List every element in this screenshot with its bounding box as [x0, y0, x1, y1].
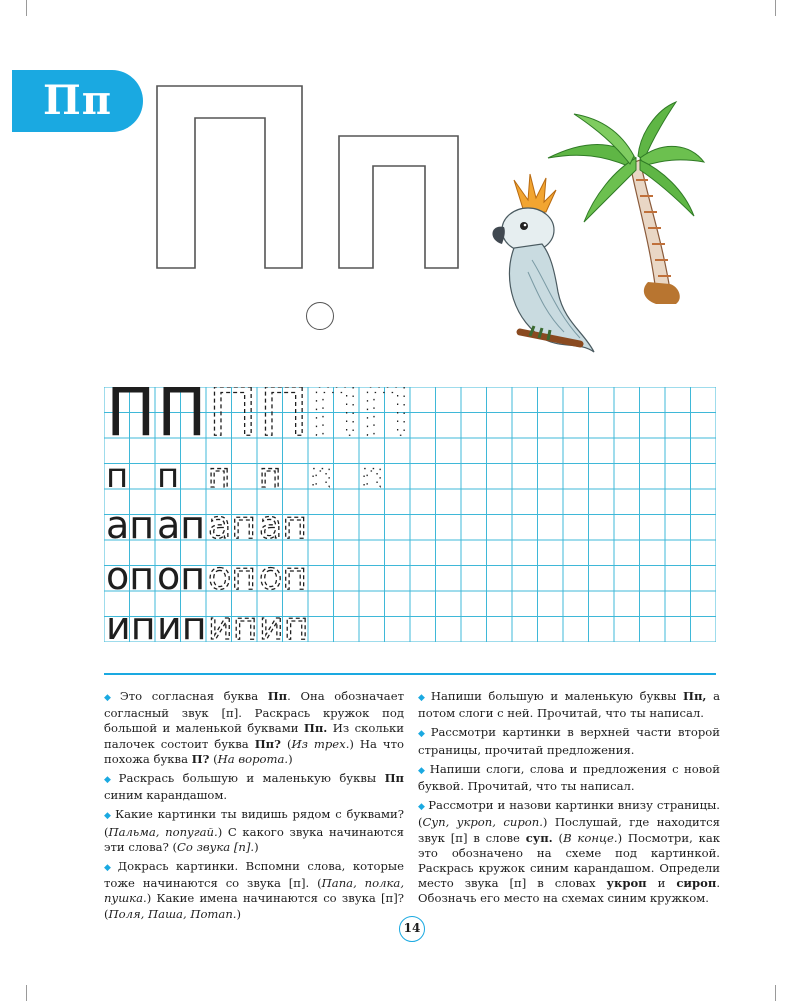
- page-number: 14: [399, 916, 425, 942]
- bullet-icon: ◆: [418, 765, 427, 776]
- practice-dotted-item: п: [310, 456, 333, 496]
- crop-mark: [775, 985, 776, 1001]
- instructions-right: [418, 689, 720, 911]
- practice-solid-item: П: [157, 387, 207, 451]
- bullet-icon: ◆: [104, 693, 117, 703]
- practice-solid-item: ап: [157, 503, 206, 547]
- sound-circle[interactable]: [306, 302, 334, 330]
- practice-dashed-item: П: [259, 387, 309, 451]
- instruction-paragraph: ◆ Раскрась большую и маленькую буквы Пп синим карандашом.: [104, 771, 404, 803]
- instruction-paragraph: ◆ Рассмотри картинки в верхней части второй страницы, прочитай предложения.: [418, 725, 721, 757]
- practice-dashed-item: ип: [208, 604, 258, 642]
- practice-dashed-item: п: [259, 456, 282, 496]
- instruction-paragraph: ◆ Напиши слоги, слова и предложения с новой буквой. Прочитай, что ты написал.: [418, 761, 720, 794]
- crop-mark: [26, 0, 27, 16]
- practice-dashed-item: П: [208, 387, 258, 451]
- instructions-left: [104, 689, 404, 926]
- practice-solid-item: П: [106, 387, 156, 451]
- instruction-paragraph: ◆ Рассмотри и назови картинки внизу страницы. (Суп, укроп, сироп.) Послушай, где находится звук [п] в слове суп. (В конце.) Посмотри, как это обозначено на схеме под картинкой. Раскрась кружок синим карандашом. Определи место звука [п] в словах укроп и сироп. Обозначь его место на схемах синим кружком.: [418, 798, 720, 906]
- practice-dashed-item: п: [208, 456, 231, 496]
- practice-solid-item: ап: [106, 503, 155, 547]
- instruction-paragraph: ◆ Напиши большую и маленькую буквы Пп, а потом слоги с ней. Прочитай, что ты написал.: [418, 689, 720, 721]
- bullet-icon: ◆: [418, 729, 428, 740]
- practice-solid-item: оп: [157, 554, 206, 598]
- bullet-icon: ◆: [104, 863, 115, 874]
- instruction-paragraph: ◆ Это согласная буква Пп. Она обозначает согласный звук [п]. Раскрась кружок под большой и маленькой буквами Пп. Из скольки палочек состоит буква Пп? (Из трех.) На что похожа буква П? (На ворота.): [104, 689, 404, 766]
- palm-tree-icon: [544, 100, 706, 306]
- crop-mark: [775, 0, 776, 16]
- big-letter-capital: [155, 84, 305, 270]
- instruction-paragraph: ◆ Докрась картинки. Вспомни слова, которые тоже начинаются со звука [п]. (Папа, полка, пушка.) Какие имена начинаются со звука [п]? (Поля, Паша, Потап.): [104, 859, 405, 921]
- practice-solid-item: п: [106, 456, 129, 496]
- practice-dashed-item: ап: [208, 503, 257, 547]
- instruction-paragraph: ◆ Какие картинки ты видишь рядом с буквами? (Пальма, попугай.) С какого звука начинаются эти слова? (Со звука [п].): [104, 807, 405, 854]
- practice-dashed-item: оп: [208, 554, 257, 598]
- practice-dashed-item: ап: [259, 503, 308, 547]
- bullet-icon: ◆: [418, 693, 428, 703]
- letter-badge: [12, 70, 143, 132]
- practice-dotted-item: п: [361, 456, 384, 496]
- practice-solid-item: ип: [106, 604, 156, 642]
- crop-mark: [26, 985, 27, 1001]
- practice-solid-item: ип: [157, 604, 207, 642]
- practice-solid-item: оп: [106, 554, 155, 598]
- bullet-icon: ◆: [104, 775, 116, 786]
- section-divider: [104, 673, 716, 675]
- writing-grid: [104, 387, 716, 642]
- bullet-icon: ◆: [418, 802, 426, 813]
- letter-badge-text: Пп: [42, 77, 113, 124]
- practice-dotted-item: П: [361, 387, 411, 451]
- practice-dashed-item: оп: [259, 554, 308, 598]
- practice-solid-item: п: [157, 456, 180, 496]
- practice-dashed-item: ип: [259, 604, 309, 642]
- bullet-icon: ◆: [104, 811, 113, 822]
- big-letter-small: [337, 134, 461, 270]
- practice-dotted-item: П: [310, 387, 360, 451]
